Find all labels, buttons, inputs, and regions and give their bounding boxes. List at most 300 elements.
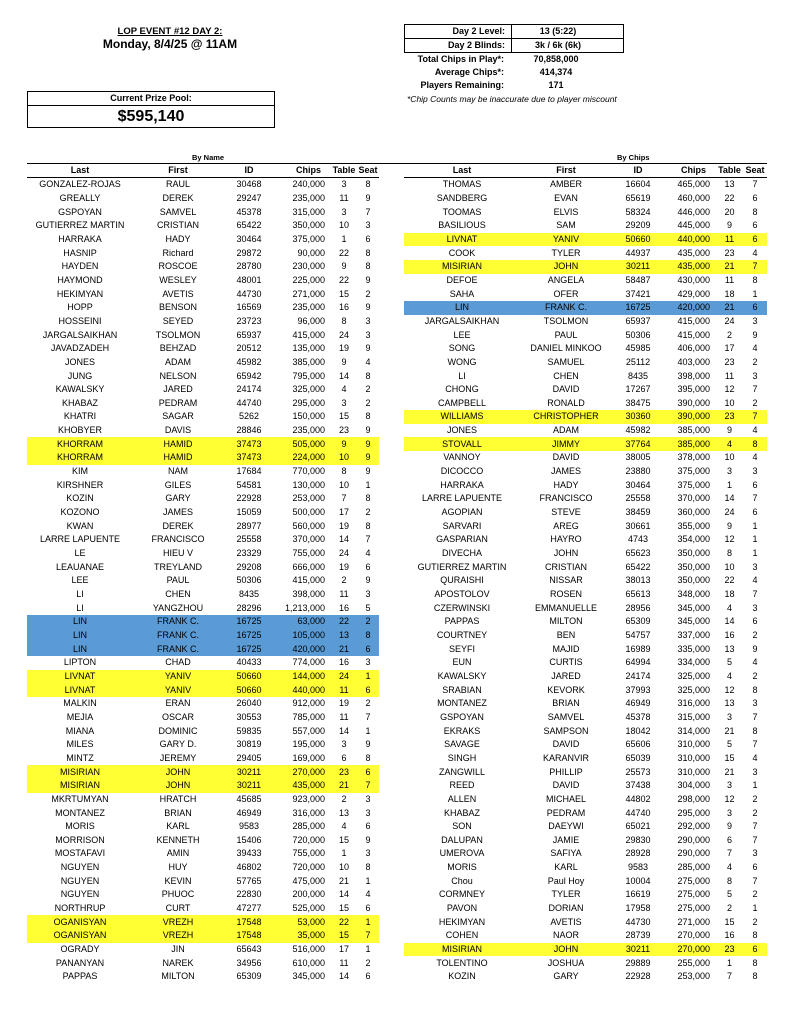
cell-first: SAFIYA (550, 848, 582, 859)
cell-seat: 5 (365, 602, 371, 613)
cell-first: VREZH (133, 929, 223, 943)
cell-first: AMBER (549, 179, 582, 190)
cell-first: EVAN (554, 192, 578, 203)
cell-last: GSPOYAN (440, 711, 484, 722)
cell-chips: 316,000 (677, 698, 710, 709)
table-row (404, 301, 767, 315)
cell-last: MILES (66, 739, 94, 750)
cell-last: MONTANEZ (437, 698, 487, 709)
cell-table: 23 (716, 410, 743, 424)
cell-chips: 298,000 (677, 793, 710, 804)
cell-first: FRANK C. (133, 629, 223, 643)
col-id: ID (612, 164, 664, 178)
cell-chips: 130,000 (292, 479, 325, 490)
cell-chips: 395,000 (677, 384, 710, 395)
cell-seat: 8 (365, 752, 371, 763)
cell-id: 23723 (236, 315, 262, 326)
cell-table: 9 (726, 821, 732, 832)
cell-chips: 375,000 (677, 479, 710, 490)
cell-last: LARRE LAPUENTE (39, 534, 121, 545)
cell-id: 18042 (625, 725, 651, 736)
cell-table: 3 (726, 780, 732, 791)
cell-first: RONALD (547, 397, 585, 408)
cell-first: TYLER (551, 247, 581, 258)
cell-seat: 9 (365, 192, 371, 203)
cell-id: 25112 (625, 356, 651, 367)
cell-table: 7 (341, 493, 347, 504)
cell-table: 7 (726, 848, 732, 859)
cell-last: SAVAGE (444, 739, 480, 750)
cell-table: 14 (338, 370, 349, 381)
cell-table: 1 (726, 479, 732, 490)
cell-id: 50306 (236, 575, 262, 586)
cell-seat: 1 (752, 520, 758, 531)
cell-table: 23 (338, 425, 349, 436)
table-row (404, 970, 767, 984)
cell-first: FRANCISCO (151, 534, 205, 545)
cell-chips: 230,000 (292, 261, 325, 272)
cell-id: 37993 (625, 684, 651, 695)
cell-table: 3 (726, 807, 732, 818)
cell-table: 1 (341, 848, 347, 859)
cell-seat: 2 (365, 397, 371, 408)
cell-table: 3 (341, 397, 347, 408)
cell-last: PAPPAS (444, 616, 480, 627)
cell-seat: 3 (752, 848, 758, 859)
cell-chips: 435,000 (664, 260, 716, 274)
cell-seat: 3 (752, 466, 758, 477)
cell-table: 10 (724, 397, 735, 408)
cell-last: Chou (451, 875, 473, 886)
cell-id: 29208 (236, 561, 262, 572)
cell-seat: 8 (743, 437, 767, 451)
cell-first: OSCAR (161, 711, 194, 722)
table-row (404, 369, 767, 383)
cell-table: 16 (338, 602, 349, 613)
cell-first: DEREK (162, 520, 194, 531)
cell-chips: 253,000 (292, 493, 325, 504)
cell-chips: 200,000 (292, 889, 325, 900)
cell-chips: 398,000 (292, 589, 325, 600)
table-row (27, 478, 379, 492)
cell-last: OGANISYAN (27, 929, 133, 943)
cell-first: PAUL (166, 575, 190, 586)
table-row (27, 902, 379, 916)
cell-id: 37473 (223, 437, 275, 451)
cell-table: 21 (716, 301, 743, 315)
cell-table: 11 (339, 192, 349, 203)
cell-table: 10 (331, 451, 357, 465)
cell-first: AREG (553, 520, 579, 531)
table-row (404, 615, 767, 629)
cell-id: 16604 (625, 179, 651, 190)
cell-first: Richard (162, 247, 194, 258)
cell-last: GUTIERREZ MARTIN (35, 220, 125, 231)
cell-chips: 350,000 (677, 561, 710, 572)
table-row (404, 915, 767, 929)
cell-table: 16 (338, 302, 349, 313)
cell-seat: 3 (752, 561, 758, 572)
cell-last: MOSTAFAVI (54, 848, 106, 859)
col-table: Table (716, 164, 743, 178)
cell-id: 25558 (236, 534, 262, 545)
cell-table: 3 (726, 466, 732, 477)
cell-last: MISIRIAN (404, 260, 520, 274)
event-title-block (70, 26, 270, 50)
cell-first: HADY (165, 233, 191, 244)
cell-chips: 314,000 (677, 725, 710, 736)
cell-first: DOMINIC (158, 725, 198, 736)
cell-last: OGRADY (60, 944, 100, 955)
cell-first: DANIEL MINKOO (530, 343, 602, 354)
cell-id: 46949 (625, 698, 651, 709)
table-row (404, 670, 767, 684)
cell-id: 65623 (625, 548, 651, 559)
cell-id: 45982 (236, 356, 262, 367)
cell-chips: 325,000 (292, 384, 325, 395)
table-row (27, 519, 379, 533)
cell-table: 2 (341, 793, 347, 804)
cell-last: MORIS (65, 821, 95, 832)
table-row (404, 192, 767, 206)
table-row (404, 506, 767, 520)
cell-first: KENNETH (156, 834, 200, 845)
table-row (27, 970, 379, 984)
cell-chips: 385,000 (292, 356, 325, 367)
cell-last: SINGH (447, 752, 477, 763)
cell-first: NAOR (552, 930, 579, 941)
cell-first: HADY (553, 479, 579, 490)
cell-id: 40433 (236, 657, 262, 668)
cell-table: 2 (726, 329, 732, 340)
cell-id: 37438 (625, 780, 651, 791)
table-row (404, 834, 767, 848)
cell-seat: 1 (752, 548, 758, 559)
cell-last: NGUYEN (60, 875, 100, 886)
cell-first: SAMUEL (547, 356, 585, 367)
cell-seat: 9 (752, 643, 758, 654)
cell-seat: 6 (365, 903, 371, 914)
cell-table: 22 (724, 575, 735, 586)
cell-first: OFER (553, 288, 579, 299)
cell-id: 29872 (236, 247, 262, 258)
cell-chips: 270,000 (677, 930, 710, 941)
cell-chips: 195,000 (292, 739, 325, 750)
cell-id: 29405 (236, 752, 262, 763)
cell-table: 12 (724, 534, 735, 545)
by-name-table (27, 164, 379, 984)
cell-id: 25573 (625, 766, 651, 777)
cell-seat: 2 (752, 397, 758, 408)
table-row (404, 451, 767, 465)
table-row (404, 315, 767, 329)
cell-seat: 2 (752, 807, 758, 818)
cell-seat: 1 (365, 479, 371, 490)
cell-seat: 6 (743, 233, 767, 247)
cell-seat: 7 (365, 206, 371, 217)
cell-id: 38013 (625, 575, 651, 586)
cell-last: KOZIN (66, 493, 94, 504)
cell-chips: 345,000 (677, 602, 710, 613)
cell-last: LIVNAT (27, 683, 133, 697)
cell-last: LEAUANAE (55, 561, 105, 572)
cell-chips: 415,000 (292, 329, 325, 340)
cell-first: STEVE (551, 507, 581, 518)
cell-chips: 337,000 (677, 629, 710, 640)
blinds-label: Day 2 Blinds: (447, 40, 505, 50)
table-row (404, 683, 767, 697)
cell-first: GARY (553, 971, 579, 982)
cell-seat: 2 (752, 889, 758, 900)
cell-id: 24174 (236, 384, 262, 395)
cell-last: LEE (453, 329, 471, 340)
cell-table: 8 (341, 315, 347, 326)
cell-chips: 375,000 (292, 233, 325, 244)
cell-first: DAVID (552, 452, 580, 463)
cell-table: 22 (338, 274, 349, 285)
cell-first: VREZH (133, 915, 223, 929)
cell-chips: 345,000 (677, 616, 710, 627)
cell-table: 14 (338, 889, 349, 900)
cell-id: 45685 (236, 793, 262, 804)
cell-first: JIN (171, 944, 185, 955)
cell-first: FRANK C. (133, 615, 223, 629)
cell-last: COURTNEY (436, 629, 488, 640)
cell-last: LI (458, 370, 466, 381)
cell-last: REED (449, 780, 475, 791)
cell-last: SAHA (449, 288, 475, 299)
cell-seat: 3 (365, 315, 371, 326)
cell-seat: 2 (365, 507, 371, 518)
cell-first: AVETIS (550, 916, 582, 927)
cell-table: 15 (338, 411, 349, 422)
table-row (27, 315, 379, 329)
cell-last: KIM (71, 466, 88, 477)
cell-id: 17548 (223, 929, 275, 943)
players-remaining-label: Players Remaining: (420, 80, 504, 90)
by-chips-heading: By Chips (617, 153, 650, 162)
table-row (404, 724, 767, 738)
cell-table: 9 (341, 356, 347, 367)
cell-first: YANIV (133, 683, 223, 697)
cell-table: 16 (724, 629, 735, 640)
cell-id: 28956 (625, 602, 651, 613)
cell-id: 4743 (627, 534, 649, 545)
cell-first: ADAM (552, 425, 579, 436)
cell-chips: 420,000 (664, 301, 716, 315)
cell-seat: 9 (752, 329, 758, 340)
cell-seat: 6 (365, 821, 371, 832)
cell-seat: 8 (752, 206, 758, 217)
cell-table: 13 (724, 179, 735, 190)
cell-last: JARGALSAIKHAN (424, 315, 500, 326)
cell-first: Paul Hoy (547, 875, 585, 886)
cell-first: HAYRO (550, 534, 582, 545)
cell-first: JOHN (133, 765, 223, 779)
table-row (27, 397, 379, 411)
cell-last: LIN (27, 629, 133, 643)
cell-seat: 2 (365, 698, 371, 709)
cell-chips: 304,000 (677, 780, 710, 791)
cell-seat: 7 (752, 875, 758, 886)
cell-seat: 3 (365, 848, 371, 859)
by-name-header-row (27, 164, 379, 178)
table-row (27, 574, 379, 588)
cell-chips: 770,000 (292, 466, 325, 477)
cell-chips: 316,000 (292, 807, 325, 818)
cell-chips: 429,000 (677, 288, 710, 299)
table-row (27, 424, 379, 438)
cell-seat: 9 (365, 302, 371, 313)
cell-last: WILLIAMS (404, 410, 520, 424)
cell-id: 65643 (236, 944, 262, 955)
cell-id: 45985 (625, 343, 651, 354)
cell-last: PANANYAN (55, 957, 105, 968)
cell-seat: 2 (752, 793, 758, 804)
cell-last: KOZIN (448, 971, 476, 982)
table-row (27, 233, 379, 247)
cell-first: PEDRAM (546, 807, 586, 818)
cell-table: 2 (341, 575, 347, 586)
cell-table: 15 (724, 916, 735, 927)
cell-seat: 7 (752, 179, 758, 190)
cell-seat: 7 (357, 779, 379, 793)
cell-seat: 9 (357, 451, 379, 465)
table-row (404, 547, 767, 561)
table-row (27, 683, 379, 697)
cell-last: DICOCCO (440, 466, 484, 477)
table-row (27, 560, 379, 574)
cell-first: GARY D. (159, 739, 197, 750)
prize-pool-value: $595,140 (117, 108, 185, 125)
table-row (404, 492, 767, 506)
cell-id: 65606 (625, 739, 651, 750)
cell-chips: 440,000 (664, 233, 716, 247)
cell-seat: 8 (752, 725, 758, 736)
cell-table: 6 (341, 752, 347, 763)
cell-seat: 4 (752, 425, 758, 436)
cell-first: CRISTIAN (544, 561, 587, 572)
cell-first: JIMMY (520, 437, 612, 451)
table-row (404, 697, 767, 711)
cell-table: 8 (341, 466, 347, 477)
col-table: Table (331, 164, 357, 178)
cell-first: DAVID (552, 780, 580, 791)
cell-chips: 774,000 (292, 657, 325, 668)
table-row (404, 656, 767, 670)
table-row (404, 956, 767, 970)
cell-chips: 285,000 (292, 821, 325, 832)
table-row (404, 765, 767, 779)
cell-id: 45982 (625, 425, 651, 436)
table-row (27, 369, 379, 383)
cell-seat: 6 (365, 561, 371, 572)
cell-chips: 1,213,000 (284, 602, 325, 613)
cell-seat: 8 (752, 930, 758, 941)
cell-last: JAVADZADEH (50, 343, 110, 354)
cell-table: 14 (338, 971, 349, 982)
cell-last: DIVECHA (441, 548, 482, 559)
table-row (27, 451, 379, 465)
table-row (27, 738, 379, 752)
cell-first: BRIAN (552, 698, 580, 709)
cell-last: SANDBERG (436, 192, 488, 203)
cell-table: 24 (724, 507, 735, 518)
cell-id: 28928 (625, 848, 651, 859)
cell-id: 38459 (625, 507, 651, 518)
cell-seat: 6 (752, 220, 758, 231)
cell-chips: 406,000 (677, 343, 710, 354)
table-row (404, 588, 767, 602)
cell-chips: 271,000 (677, 916, 710, 927)
cell-seat: 7 (357, 929, 379, 943)
cell-table: 22 (331, 915, 357, 929)
event-date: Monday, 8/4/25 @ 11AM (102, 37, 238, 51)
table-row (27, 547, 379, 561)
cell-table: 11 (339, 589, 349, 600)
cell-last: CZERWINSKI (433, 602, 491, 613)
cell-last: VANNOY (443, 452, 481, 463)
table-row (27, 656, 379, 670)
cell-last: SARVARI (442, 520, 482, 531)
table-row (27, 615, 379, 629)
cell-id: 50660 (612, 233, 664, 247)
cell-table: 24 (338, 329, 349, 340)
cell-seat: 8 (752, 274, 758, 285)
cell-table: 21 (331, 642, 357, 656)
cell-chips: 310,000 (677, 739, 710, 750)
cell-last: HEKIMYAN (438, 916, 486, 927)
cell-first: CRISTIAN (156, 220, 199, 231)
cell-id: 57765 (236, 875, 262, 886)
cell-id: 17548 (223, 915, 275, 929)
table-row (404, 246, 767, 260)
cell-seat: 8 (365, 370, 371, 381)
cell-id: 30468 (236, 179, 262, 190)
cell-first: DORIAN (548, 903, 584, 914)
cell-chips: 144,000 (275, 670, 331, 684)
cell-chips: 275,000 (677, 903, 710, 914)
cell-last: KHATRI (63, 411, 97, 422)
cell-first: PHUOC (161, 889, 195, 900)
cell-table: 19 (338, 561, 349, 572)
total-chips-row (404, 53, 624, 66)
cell-table: 1 (341, 233, 347, 244)
cell-chips: 435,000 (275, 779, 331, 793)
cell-id: 17958 (625, 903, 651, 914)
cell-last: ALLEN (447, 793, 477, 804)
cell-seat: 9 (365, 739, 371, 750)
cell-first: MILTON (549, 616, 583, 627)
cell-seat: 3 (365, 589, 371, 600)
cell-last: MORRISON (55, 834, 105, 845)
cell-seat: 7 (752, 834, 758, 845)
cell-id: 65937 (236, 329, 262, 340)
cell-seat: 9 (365, 343, 371, 354)
cell-table: 15 (338, 903, 349, 914)
cell-table: 10 (338, 862, 349, 873)
cell-seat: 9 (365, 274, 371, 285)
cell-chips: 475,000 (292, 875, 325, 886)
cell-last: LEE (71, 575, 89, 586)
table-row (404, 410, 767, 424)
cell-chips: 295,000 (292, 397, 325, 408)
table-row (404, 861, 767, 875)
cell-first: JOHN (520, 943, 612, 957)
cell-seat: 1 (752, 780, 758, 791)
chip-count-disclaimer: *Chip Counts may be inaccurate due to player miscount (407, 94, 617, 104)
cell-table: 18 (724, 288, 735, 299)
